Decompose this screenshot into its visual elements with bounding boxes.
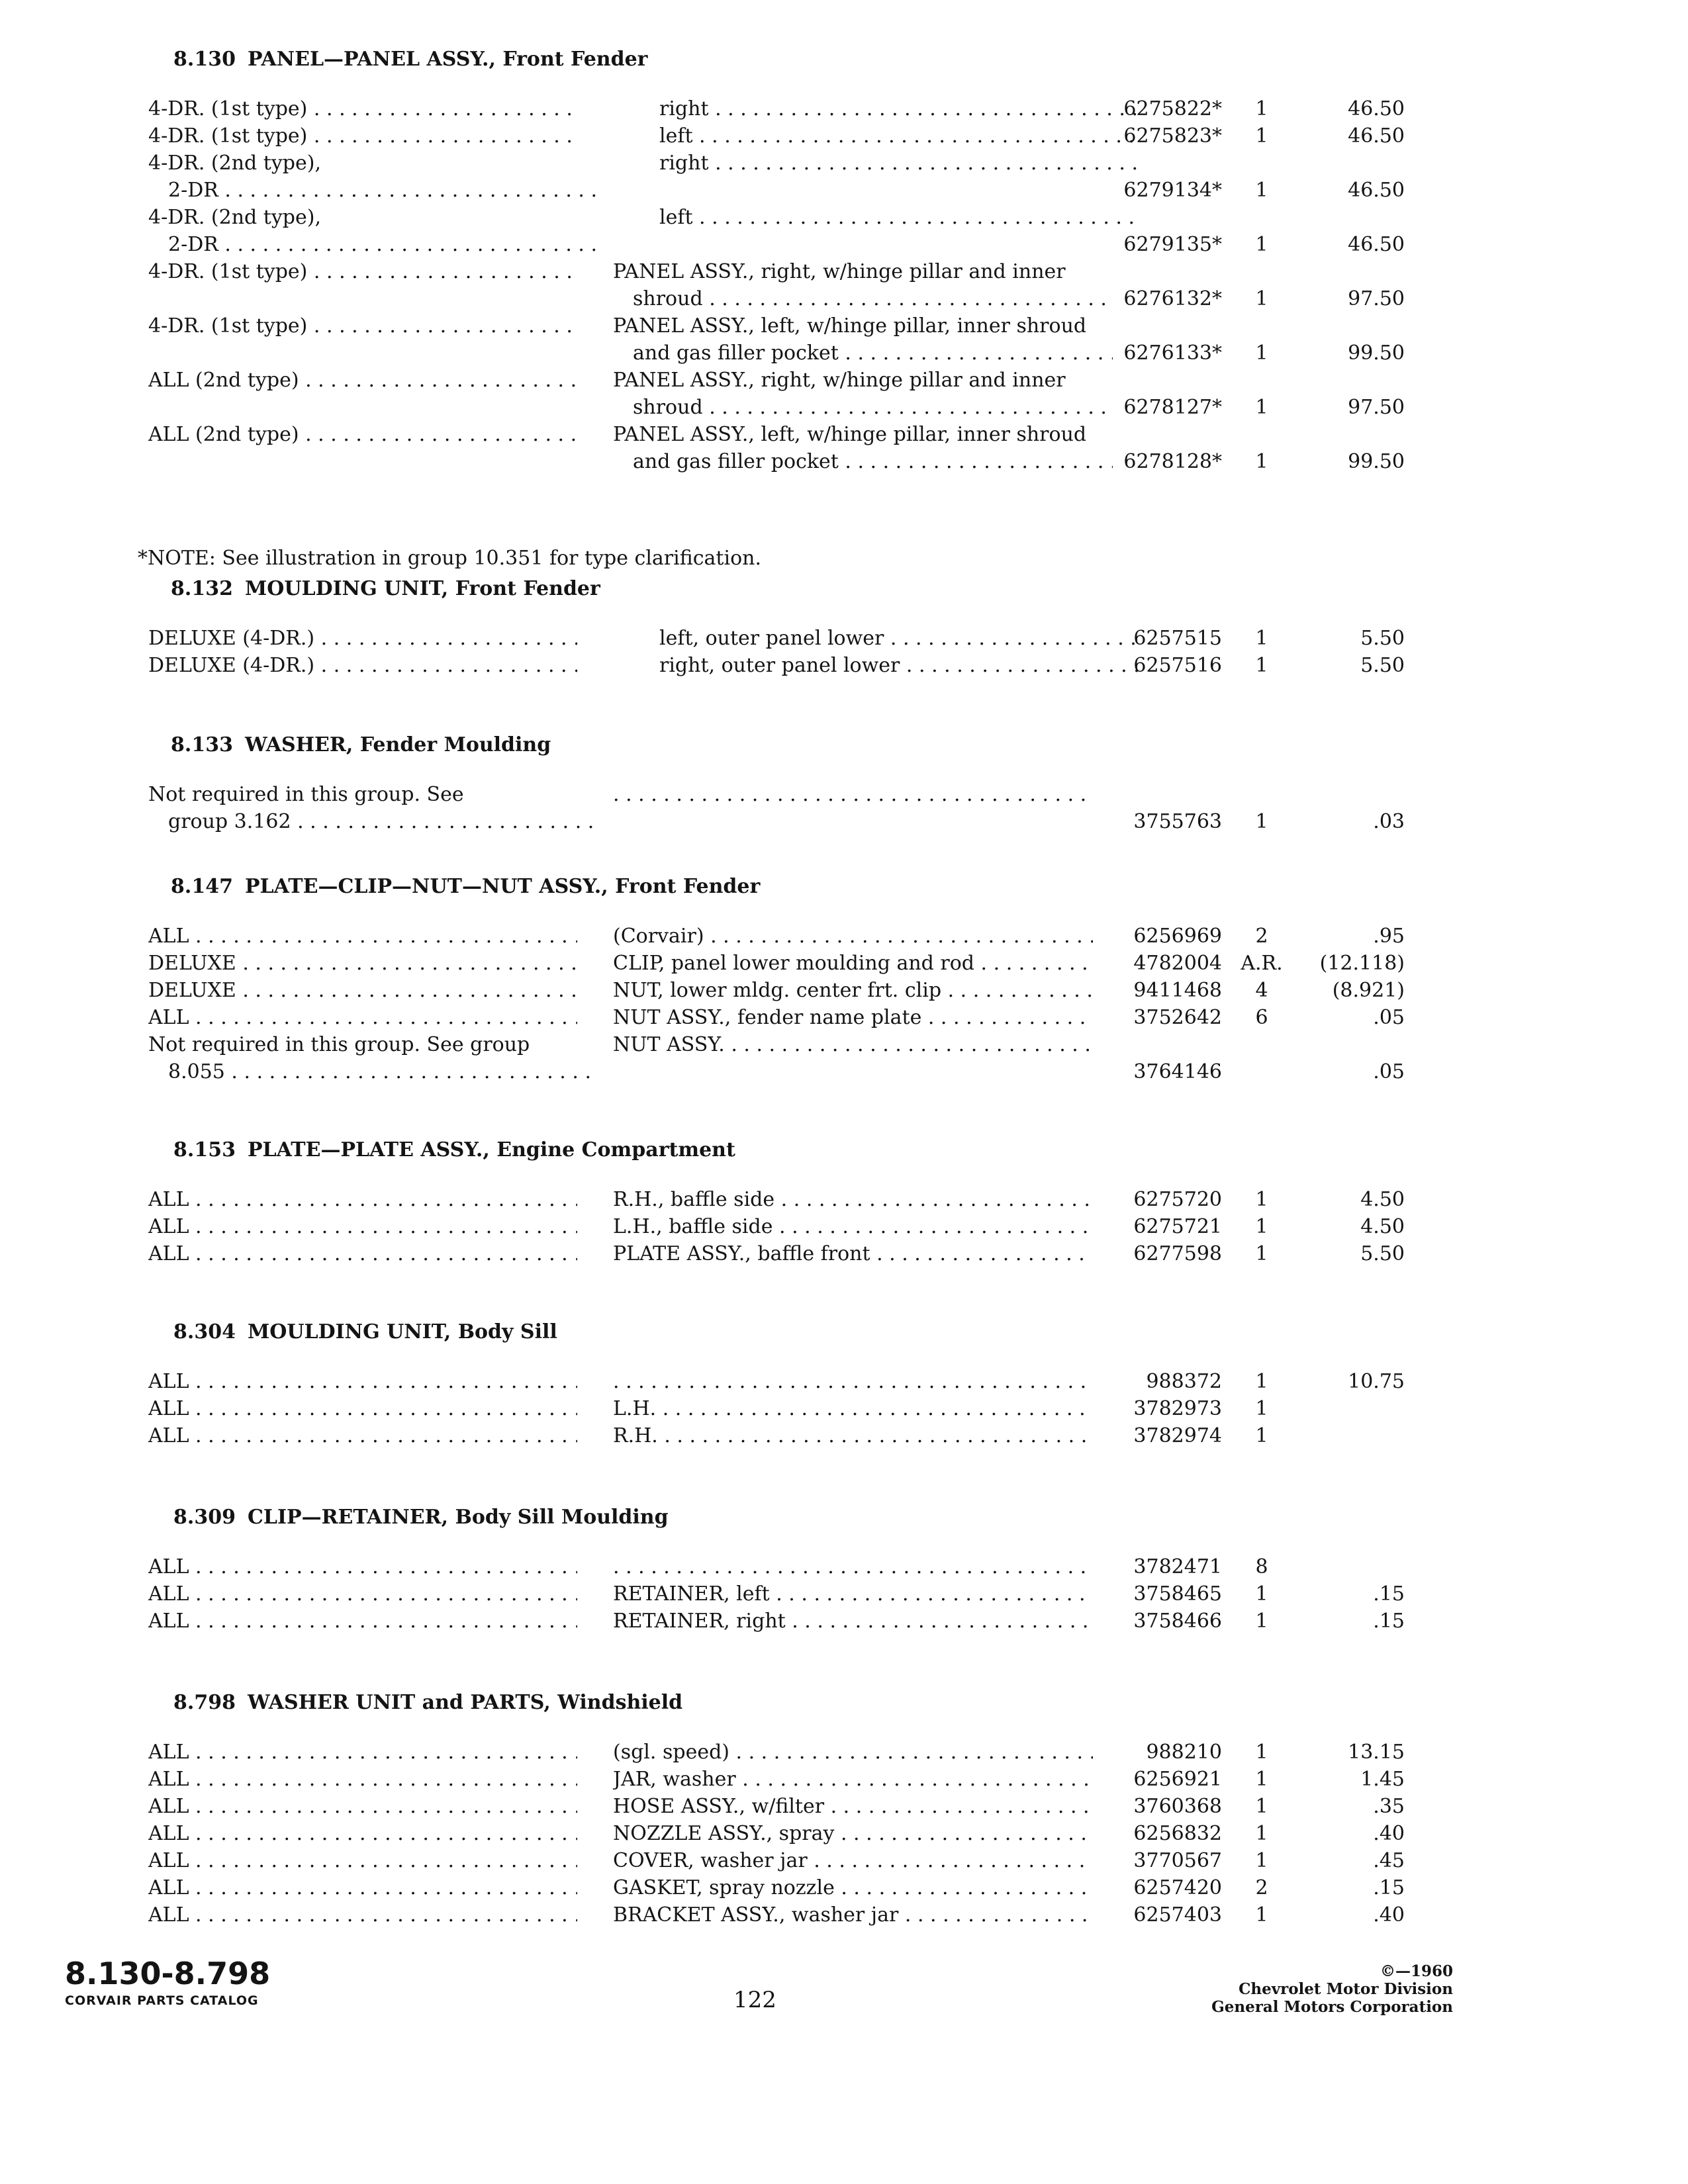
quantity-cell: 1 [1255, 179, 1268, 202]
section-header [171, 875, 760, 898]
quantity-cell: 1 [1255, 1424, 1268, 1447]
row-line [0, 394, 1688, 421]
model-cell: ALL (2nd type) . . . [148, 421, 577, 448]
price-cell: .05 [1373, 1060, 1405, 1083]
description-cell: PANEL ASSY., right, w/hinge pillar and inner [613, 369, 1066, 392]
model-cell: ALL . . . [148, 1368, 577, 1395]
quantity-cell: 1 [1255, 124, 1268, 148]
row-line [0, 808, 1688, 835]
table-row [0, 1031, 1688, 1085]
table-row [0, 1874, 1688, 1901]
row-line [0, 1739, 1688, 1766]
section-number: 8.798 [173, 1691, 236, 1714]
price-cell: 1.45 [1360, 1768, 1405, 1791]
price-cell: .40 [1373, 1822, 1405, 1845]
price-cell: 5.50 [1360, 654, 1405, 677]
table-row [0, 1368, 1688, 1395]
price-cell: 46.50 [1348, 233, 1405, 256]
quantity-cell: 1 [1255, 450, 1268, 473]
part-number-cell: 3770567 [1133, 1849, 1222, 1872]
section-title: CLIP—RETAINER, [248, 1506, 449, 1529]
description-cell: shroud . . . [613, 285, 1113, 312]
table-row [0, 150, 1688, 204]
price-cell: 13.15 [1348, 1741, 1405, 1764]
quantity-cell: 1 [1255, 1370, 1268, 1393]
description-cell: and gas filler pocket . . . [613, 448, 1113, 475]
description-cell: HOSE ASSY., w/filter . . . [613, 1793, 1093, 1820]
row-line [0, 1004, 1688, 1031]
quantity-cell: 1 [1255, 1768, 1268, 1791]
row-line [0, 1847, 1688, 1874]
section-subtitle: Front Fender [455, 577, 600, 600]
row-line [0, 1031, 1688, 1058]
price-cell: (8.921) [1332, 979, 1405, 1002]
description-cell: (sgl. speed) . . . [613, 1739, 1093, 1766]
model-cell: ALL . . . [148, 1580, 577, 1608]
part-number-cell: 988372 [1146, 1370, 1222, 1393]
row-line [0, 1368, 1688, 1395]
quantity-cell: 1 [1255, 1397, 1268, 1420]
part-number-cell: 6257516 [1133, 654, 1222, 677]
model-cell: DELUXE (4-DR.) . . . [148, 625, 577, 652]
parts-table [0, 95, 1688, 475]
model-cell: ALL . . . [148, 1213, 577, 1240]
description-cell: PANEL ASSY., left, w/hinge pillar, inner shroud [613, 314, 1087, 338]
description-cell: NUT ASSY., fender name plate . . . [613, 1004, 1093, 1031]
table-row [0, 652, 1688, 679]
price-cell: 99.50 [1348, 341, 1405, 365]
section-header [173, 48, 648, 71]
price-cell: 46.50 [1348, 124, 1405, 148]
part-number-cell: 6275822* [1123, 97, 1222, 120]
model-cell: ALL . . . [148, 1793, 577, 1820]
model-cell: ALL . . . [148, 1901, 577, 1929]
row-line [0, 367, 1688, 394]
row-line [0, 652, 1688, 679]
row-line [0, 1766, 1688, 1793]
row-line [0, 177, 1688, 204]
parts-table [0, 1186, 1688, 1267]
description-cell: left . . . [613, 204, 1139, 231]
model-cell: ALL . . . [148, 923, 577, 950]
description-cell: left . . . [613, 122, 1139, 150]
section-number: 8.147 [171, 875, 233, 898]
model-cell: ALL . . . [148, 1186, 577, 1213]
part-number-cell: 6257403 [1133, 1903, 1222, 1927]
quantity-cell: 1 [1255, 1582, 1268, 1606]
part-number-cell: 3782974 [1133, 1424, 1222, 1447]
price-cell: .15 [1373, 1582, 1405, 1606]
section-header [173, 1138, 735, 1161]
table-row [0, 977, 1688, 1004]
row-line [0, 312, 1688, 340]
quantity-cell: 1 [1255, 1822, 1268, 1845]
price-cell: .45 [1373, 1849, 1405, 1872]
description-cell: JAR, washer . . . [613, 1766, 1093, 1793]
row-line [0, 923, 1688, 950]
table-row [0, 1186, 1688, 1213]
description-cell: GASKET, spray nozzle . . . [613, 1874, 1093, 1901]
section-title: MOULDING UNIT, [248, 1320, 451, 1343]
model-cell: DELUXE . . . [148, 977, 577, 1004]
quantity-cell: 1 [1255, 1849, 1268, 1872]
description-cell: PLATE ASSY., baffle front . . . [613, 1240, 1093, 1267]
table-row [0, 1213, 1688, 1240]
table-row [0, 367, 1688, 421]
description-cell: right . . . [613, 95, 1139, 122]
part-number-cell: 6279134* [1123, 179, 1222, 202]
quantity-cell: A.R. [1241, 952, 1283, 975]
section-title: WASHER, [245, 733, 353, 756]
quantity-cell: 1 [1255, 810, 1268, 833]
table-row [0, 1820, 1688, 1847]
model-cell: ALL . . . [148, 1240, 577, 1267]
description-cell: NOZZLE ASSY., spray . . . [613, 1820, 1093, 1847]
quantity-cell: 1 [1255, 233, 1268, 256]
price-cell: 97.50 [1348, 396, 1405, 419]
table-row [0, 1240, 1688, 1267]
copyright-block [1211, 1962, 1453, 2016]
price-cell: .95 [1373, 925, 1405, 948]
table-row [0, 1739, 1688, 1766]
section-subtitle: Front Fender [615, 875, 761, 898]
price-cell: .35 [1373, 1795, 1405, 1818]
section-header [173, 1320, 557, 1343]
footer-group-range: 8.130-8.798 [65, 1956, 271, 1991]
quantity-cell: 1 [1255, 1242, 1268, 1265]
row-line [0, 1793, 1688, 1820]
quantity-cell: 1 [1255, 1903, 1268, 1927]
model-cell: Not required in this group. See group [148, 1033, 530, 1056]
description-cell: RETAINER, left . . . [613, 1580, 1093, 1608]
row-line [0, 95, 1688, 122]
price-cell: 5.50 [1360, 1242, 1405, 1265]
description-cell: BRACKET ASSY., washer jar . . . [613, 1901, 1093, 1929]
price-cell: 5.50 [1360, 627, 1405, 650]
description-cell: PANEL ASSY., right, w/hinge pillar and inner [613, 260, 1066, 283]
part-number-cell: 6275720 [1133, 1188, 1222, 1211]
table-row [0, 1766, 1688, 1793]
model-cell: 4-DR. (1st type) . . . [148, 258, 577, 285]
description-cell: RETAINER, right . . . [613, 1608, 1093, 1635]
model-cell: ALL (2nd type) . . . [148, 367, 577, 394]
model-cell: 4-DR. (2nd type), [148, 206, 321, 229]
quantity-cell: 2 [1255, 1876, 1268, 1899]
part-number-cell: 6256832 [1133, 1822, 1222, 1845]
row-line [0, 625, 1688, 652]
parts-table [0, 1739, 1688, 1929]
row-line [0, 1240, 1688, 1267]
quantity-cell: 1 [1255, 1741, 1268, 1764]
part-number-cell: 3752642 [1133, 1006, 1222, 1029]
part-number-cell: 6275823* [1123, 124, 1222, 148]
section-number: 8.132 [171, 577, 233, 600]
description-cell: PANEL ASSY., left, w/hinge pillar, inner shroud [613, 423, 1087, 446]
table-row [0, 950, 1688, 977]
price-cell: (12.118) [1319, 952, 1405, 975]
part-number-cell: 3782973 [1133, 1397, 1222, 1420]
description-cell: and gas filler pocket . . . [613, 340, 1113, 367]
section-header [171, 733, 551, 756]
row-line [0, 1058, 1688, 1085]
row-line [0, 258, 1688, 285]
model-cell: ALL . . . [148, 1395, 577, 1422]
part-number-cell: 3758465 [1133, 1582, 1222, 1606]
price-cell: .05 [1373, 1006, 1405, 1029]
part-number-cell: 6278127* [1123, 396, 1222, 419]
quantity-cell: 1 [1255, 341, 1268, 365]
table-row [0, 1901, 1688, 1929]
table-row [0, 1847, 1688, 1874]
description-cell: (Corvair) . . . [613, 923, 1093, 950]
copyright-year: ©—1960 [1380, 1962, 1453, 1980]
quantity-cell: 1 [1255, 627, 1268, 650]
row-line [0, 1608, 1688, 1635]
quantity-cell: 1 [1255, 396, 1268, 419]
table-row [0, 1422, 1688, 1449]
section-subtitle: Front Fender [502, 48, 648, 71]
description-cell: CLIP, panel lower moulding and rod . . . [613, 950, 1093, 977]
quantity-cell: 1 [1255, 1610, 1268, 1633]
quantity-cell: 1 [1255, 654, 1268, 677]
part-number-cell: 6275721 [1133, 1215, 1222, 1238]
part-number-cell: 3760368 [1133, 1795, 1222, 1818]
description-cell: COVER, washer jar . . . [613, 1847, 1093, 1874]
model-cell: group 3.162 . . . [148, 808, 597, 835]
row-line [0, 1213, 1688, 1240]
table-row [0, 258, 1688, 312]
row-line [0, 1901, 1688, 1929]
parts-table [0, 1553, 1688, 1635]
price-cell: 99.50 [1348, 450, 1405, 473]
description-cell [613, 1368, 1093, 1395]
model-cell: 4-DR. (2nd type), [148, 152, 321, 175]
row-line [0, 1874, 1688, 1901]
description-cell: R.H., baffle side . . . [613, 1186, 1093, 1213]
table-row [0, 1793, 1688, 1820]
part-number-cell: 6276133* [1123, 341, 1222, 365]
model-cell: DELUXE . . . [148, 950, 577, 977]
description-cell: L.H., baffle side . . . [613, 1213, 1093, 1240]
section-number: 8.133 [171, 733, 233, 756]
copyright-division: Chevrolet Motor Division [1239, 1980, 1453, 1998]
part-number-cell: 6257420 [1133, 1876, 1222, 1899]
section-title: MOULDING UNIT, [245, 577, 449, 600]
quantity-cell: 2 [1255, 925, 1268, 948]
row-line [0, 1422, 1688, 1449]
price-cell: 4.50 [1360, 1215, 1405, 1238]
description-cell: NUT ASSY. . . . [613, 1031, 1093, 1058]
table-row [0, 1608, 1688, 1635]
parts-table [0, 1368, 1688, 1449]
row-line [0, 1186, 1688, 1213]
model-cell: ALL . . . [148, 1847, 577, 1874]
model-cell: 4-DR. (1st type) . . . [148, 122, 577, 150]
section-note: *NOTE: See illustration in group 10.351 for type clarification. [138, 547, 761, 570]
parts-table [0, 781, 1688, 835]
model-cell: Not required in this group. See [148, 783, 464, 806]
quantity-cell: 4 [1255, 979, 1268, 1002]
model-cell: 2-DR . . . [148, 177, 597, 204]
table-row [0, 1004, 1688, 1031]
table-row [0, 1395, 1688, 1422]
section-title: PANEL—PANEL ASSY., [248, 48, 496, 71]
part-number-cell: 3755763 [1133, 810, 1222, 833]
description-cell: right . . . [613, 150, 1139, 177]
price-cell: 4.50 [1360, 1188, 1405, 1211]
section-header [171, 577, 600, 600]
row-line [0, 122, 1688, 150]
part-number-cell: 6277598 [1133, 1242, 1222, 1265]
quantity-cell: 1 [1255, 1795, 1268, 1818]
model-cell: 4-DR. (1st type) . . . [148, 95, 577, 122]
row-line [0, 150, 1688, 177]
part-number-cell: 988210 [1146, 1741, 1222, 1764]
row-line [0, 950, 1688, 977]
table-row [0, 625, 1688, 652]
part-number-cell: 6278128* [1123, 450, 1222, 473]
section-title: PLATE—PLATE ASSY., [248, 1138, 490, 1161]
quantity-cell: 1 [1255, 287, 1268, 310]
price-cell: 46.50 [1348, 97, 1405, 120]
row-line [0, 231, 1688, 258]
part-number-cell: 6256921 [1133, 1768, 1222, 1791]
model-cell: ALL . . . [148, 1004, 577, 1031]
part-number-cell: 4782004 [1133, 952, 1222, 975]
quantity-cell: 6 [1255, 1006, 1268, 1029]
price-cell: 46.50 [1348, 179, 1405, 202]
table-row [0, 122, 1688, 150]
section-subtitle: Body Sill [457, 1320, 557, 1343]
model-cell: DELUXE (4-DR.) . . . [148, 652, 577, 679]
table-row [0, 781, 1688, 835]
part-number-cell: 6279135* [1123, 233, 1222, 256]
model-cell: 8.055 . . . [148, 1058, 597, 1085]
description-cell: shroud . . . [613, 394, 1113, 421]
description-cell: NUT, lower mldg. center frt. clip . . . [613, 977, 1093, 1004]
description-cell [613, 781, 1093, 808]
row-line [0, 285, 1688, 312]
table-row [0, 923, 1688, 950]
model-cell: ALL . . . [148, 1820, 577, 1847]
table-row [0, 1580, 1688, 1608]
description-cell: left, outer panel lower . . . [613, 625, 1139, 652]
table-row [0, 1553, 1688, 1580]
model-cell: ALL . . . [148, 1874, 577, 1901]
table-row [0, 95, 1688, 122]
description-cell: L.H. . . . [613, 1395, 1093, 1422]
section-number: 8.304 [173, 1320, 236, 1343]
section-subtitle: Body Sill Moulding [455, 1506, 669, 1529]
part-number-cell: 6257515 [1133, 627, 1222, 650]
section-number: 8.153 [173, 1138, 236, 1161]
description-cell [613, 1553, 1093, 1580]
section-subtitle: Fender Moulding [359, 733, 551, 756]
footer-catalog-name: CORVAIR PARTS CATALOG [65, 1993, 259, 2008]
model-cell: ALL . . . [148, 1553, 577, 1580]
part-number-cell: 3758466 [1133, 1610, 1222, 1633]
model-cell: ALL . . . [148, 1608, 577, 1635]
quantity-cell: 1 [1255, 1188, 1268, 1211]
price-cell: .15 [1373, 1610, 1405, 1633]
row-line [0, 421, 1688, 448]
quantity-cell: 8 [1255, 1555, 1268, 1578]
parts-table [0, 923, 1688, 1085]
row-line [0, 1553, 1688, 1580]
section-header [173, 1506, 669, 1529]
price-cell: .40 [1373, 1903, 1405, 1927]
row-line [0, 1580, 1688, 1608]
part-number-cell: 6276132* [1123, 287, 1222, 310]
row-line [0, 977, 1688, 1004]
description-cell: right, outer panel lower . . . [613, 652, 1139, 679]
table-row [0, 204, 1688, 258]
part-number-cell: 3764146 [1133, 1060, 1222, 1083]
section-subtitle: Windshield [557, 1691, 683, 1714]
price-cell: .15 [1373, 1876, 1405, 1899]
model-cell: ALL . . . [148, 1766, 577, 1793]
section-title: PLATE—CLIP—NUT—NUT ASSY., [245, 875, 608, 898]
table-row [0, 421, 1688, 475]
section-title: WASHER UNIT and PARTS, [248, 1691, 551, 1714]
row-line [0, 204, 1688, 231]
price-cell: 97.50 [1348, 287, 1405, 310]
quantity-cell: 1 [1255, 97, 1268, 120]
description-cell: R.H. . . . [613, 1422, 1093, 1449]
parts-table [0, 625, 1688, 679]
row-line [0, 340, 1688, 367]
price-cell: 10.75 [1348, 1370, 1405, 1393]
quantity-cell: 1 [1255, 1215, 1268, 1238]
copyright-corporation: General Motors Corporation [1211, 1998, 1453, 2016]
section-number: 8.309 [173, 1506, 236, 1529]
part-number-cell: 6256969 [1133, 925, 1222, 948]
part-number-cell: 9411468 [1133, 979, 1222, 1002]
model-cell: ALL . . . [148, 1422, 577, 1449]
row-line [0, 781, 1688, 808]
section-subtitle: Engine Compartment [496, 1138, 735, 1161]
model-cell: 4-DR. (1st type) . . . [148, 312, 577, 340]
page-number: 122 [733, 1987, 776, 2013]
section-header [173, 1691, 682, 1714]
model-cell: ALL . . . [148, 1739, 577, 1766]
price-cell: .03 [1373, 810, 1405, 833]
section-number: 8.130 [173, 48, 236, 71]
model-cell: 2-DR . . . [148, 231, 597, 258]
table-row [0, 312, 1688, 367]
row-line [0, 1395, 1688, 1422]
part-number-cell: 3782471 [1133, 1555, 1222, 1578]
row-line [0, 448, 1688, 475]
row-line [0, 1820, 1688, 1847]
